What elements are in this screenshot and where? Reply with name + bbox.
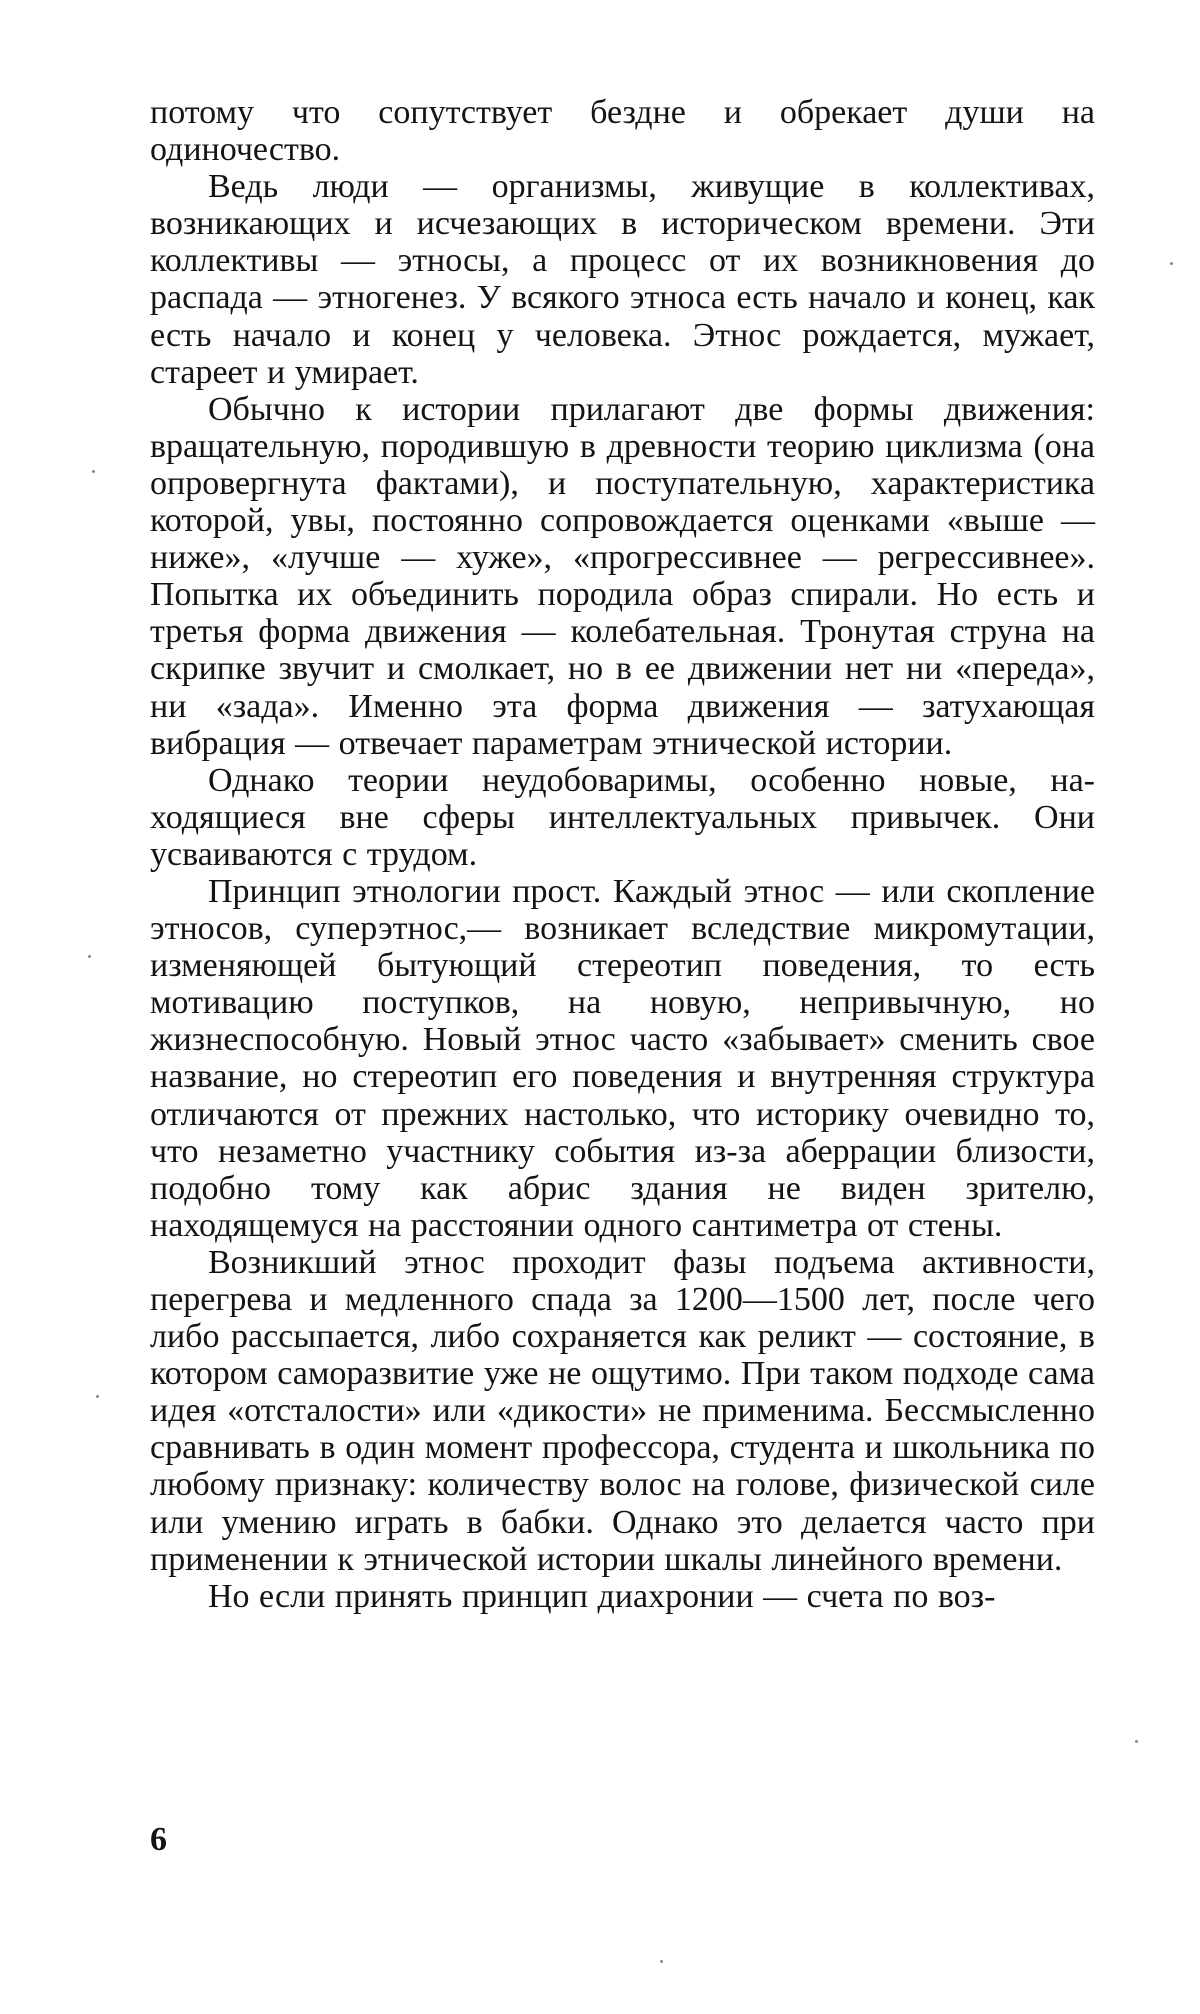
paragraph-1: потому что сопутствует бездне и обрекает души на одиночество. (150, 94, 1095, 169)
scan-speck (1170, 262, 1173, 265)
paragraph-3: Обычно к истории прилагают две формы движения: вращательную, породившую в древности теорию циклизма (она опровергнута фактами), и поступательную, характеристика которой, увы, постоянно сопровождается оценками «выше — ниже», «лучше — хуже», «прогрессивнее — регрессивнее». Попытка их объединить породила образ спирали. Но есть и третья форма движения — колебательная. Тронутая струна на скрипке звучит и смолкает, но в ее движении нет ни «переда», ни «зада». Именно эта форма движения — затухающая вибрация — отвечает параметрам этнической истории. (150, 390, 1095, 762)
text-column (150, 94, 1095, 1615)
scan-speck (88, 955, 91, 958)
scan-speck (96, 1395, 99, 1398)
paragraph-6: Возникший этнос проходит фазы подъема активности, перегрева и медленного спада за 1200—1500 лет, после чего либо рассыпается, либо сохраняется как реликт — состояние, в котором саморазвитие уже не ощутимо. При таком подходе сама идея «отсталости» или «дикости» не применима. Бессмысленно сравнивать в один момент профессора, студента и школьника по любому признаку: количеству волос на голове, физической силе или умению играть в бабки. Однако это делается часто при применении к этнической истории шкалы линейного времени. (150, 1243, 1095, 1578)
scan-speck (92, 470, 95, 473)
paragraph-4: Однако теории неудобоваримы, особенно новые, находящиеся вне сферы интеллектуальных привычек. Они усваиваются с трудом. (150, 761, 1095, 873)
scan-speck (1135, 1740, 1138, 1743)
paragraph-2: Ведь люди — организмы, живущие в коллективах, возникающих и исчезающих в историческом времени. Эти коллективы — этносы, а процесс от их возникновения до распада — этногенез. У всякого этноса есть начало и конец, как есть начало и конец у человека. Этнос рождается, мужает, стареет и умирает. (150, 168, 1095, 391)
paragraph-7: Но если принять принцип диахронии — счета по воз- (208, 1577, 996, 1615)
scan-speck (660, 1960, 663, 1963)
paragraph-5: Принцип этнологии прост. Каждый этнос — или скопление этносов, суперэтнос,— возникает вследствие микромутации, изменяющей бытующий стереотип поведения, то есть мотивацию поступков, на новую, непривычную, но жизнеспособную. Новый этнос часто «забывает» сменить свое название, но стереотип его поведения и внутренняя структура отличаются от прежних настолько, что историку очевидно то, что незаметно участнику события из-за аберрации близости, подобно тому как абрис здания не виден зрителю, находящемуся на расстоянии одного сантиметра от стены. (150, 872, 1095, 1244)
page-number: 6 (150, 1821, 167, 1858)
